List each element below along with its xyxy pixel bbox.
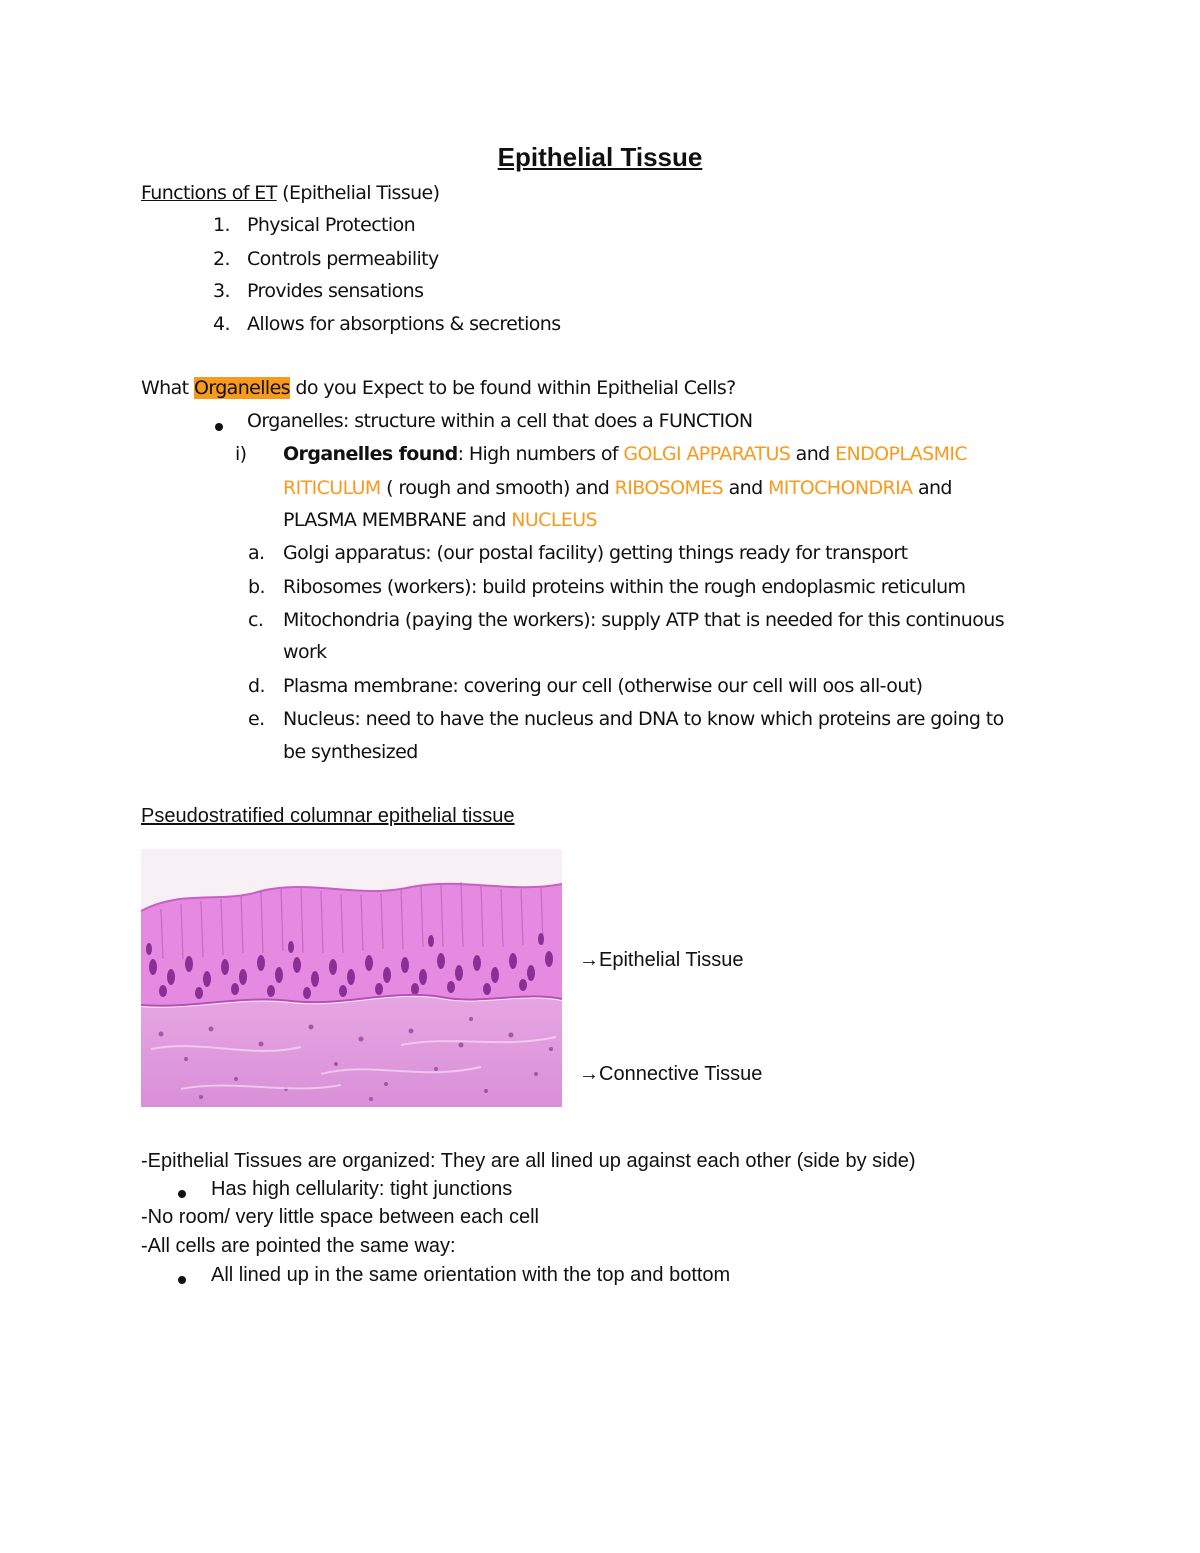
ribosomes-term: RIBOSOMES bbox=[614, 477, 724, 499]
list-item-letter: d. bbox=[248, 675, 265, 697]
bullet-icon bbox=[178, 1185, 186, 1203]
roman-numeral: i) bbox=[235, 443, 247, 465]
text-span: and bbox=[723, 477, 768, 499]
mitochondria-term: MITOCHONDRIA bbox=[767, 477, 913, 499]
organelles-found-label: Organelles found bbox=[283, 443, 458, 465]
list-item-continuation: work bbox=[283, 641, 327, 663]
tissue-micrograph bbox=[141, 849, 562, 1107]
text-span: PLASMA MEMBRANE and bbox=[283, 509, 512, 531]
list-item-number: 3. bbox=[213, 280, 230, 302]
label-connective: →Connective Tissue bbox=[579, 1063, 763, 1085]
organelles-found-line-1 bbox=[283, 443, 967, 465]
list-item-number: 4. bbox=[213, 313, 230, 335]
list-item-letter: e. bbox=[248, 708, 265, 730]
organelles-found-line-3 bbox=[283, 509, 597, 531]
bullet-icon bbox=[178, 1271, 186, 1289]
text-span: : High numbers of bbox=[457, 443, 624, 465]
list-item-number: 2. bbox=[213, 248, 230, 270]
question-suffix: do you Expect to be found within Epithelial Cells? bbox=[289, 377, 736, 399]
note-line: -Epithelial Tissues are organized: They are all lined up against each other (side by side) bbox=[141, 1150, 916, 1172]
label-epithelial: →Epithelial Tissue bbox=[579, 949, 744, 971]
list-item-letter: a. bbox=[248, 542, 265, 564]
list-item: Allows for absorptions & secretions bbox=[247, 313, 561, 335]
text-span: ( rough and smooth) and bbox=[380, 477, 615, 499]
bullet-icon bbox=[215, 418, 223, 436]
text-span: and bbox=[912, 477, 952, 499]
list-item-letter: b. bbox=[248, 576, 265, 598]
organelles-definition: Organelles: structure within a cell that does a FUNCTION bbox=[247, 410, 753, 432]
list-item: Controls permeability bbox=[247, 248, 439, 270]
note-line: -No room/ very little space between each cell bbox=[141, 1206, 539, 1228]
list-item: Provides sensations bbox=[247, 280, 424, 302]
golgi-term: GOLGI APPARATUS bbox=[623, 443, 791, 465]
list-item: Plasma membrane: covering our cell (otherwise our cell will oos all-out) bbox=[283, 675, 923, 697]
list-item: Ribosomes (workers): build proteins within the rough endoplasmic reticulum bbox=[283, 576, 966, 598]
functions-heading-underlined: Functions of ET bbox=[141, 182, 277, 204]
list-item: Nucleus: need to have the nucleus and DNA to know which proteins are going to bbox=[283, 708, 1004, 730]
list-item: Physical Protection bbox=[247, 214, 416, 236]
riticulum-term: RITICULUM bbox=[283, 477, 381, 499]
endoplasmic-term: ENDOPLASMIC bbox=[835, 443, 968, 465]
section-heading: Pseudostratified columnar epithelial tissue bbox=[141, 805, 515, 827]
highlighted-term: Organelles bbox=[193, 377, 290, 399]
organelles-question bbox=[141, 377, 736, 399]
note-line: -All cells are pointed the same way: bbox=[141, 1235, 456, 1257]
functions-heading bbox=[141, 182, 439, 204]
list-item-letter: c. bbox=[248, 609, 264, 631]
list-item: Golgi apparatus: (our postal facility) getting things ready for transport bbox=[283, 542, 908, 564]
note-bullet: Has high cellularity: tight junctions bbox=[211, 1178, 513, 1200]
list-item: Mitochondria (paying the workers): supply ATP that is needed for this continuous bbox=[283, 609, 1005, 631]
list-item-continuation: be synthesized bbox=[283, 741, 418, 763]
question-prefix: What bbox=[141, 377, 194, 399]
functions-heading-rest: (Epithelial Tissue) bbox=[276, 182, 440, 204]
list-item-number: 1. bbox=[213, 214, 230, 236]
text-span: and bbox=[790, 443, 836, 465]
note-bullet: All lined up in the same orientation with the top and bottom bbox=[211, 1264, 731, 1286]
page-title: Epithelial Tissue bbox=[497, 142, 703, 172]
organelles-found-line-2 bbox=[283, 477, 952, 499]
nucleus-term: NUCLEUS bbox=[511, 509, 598, 531]
